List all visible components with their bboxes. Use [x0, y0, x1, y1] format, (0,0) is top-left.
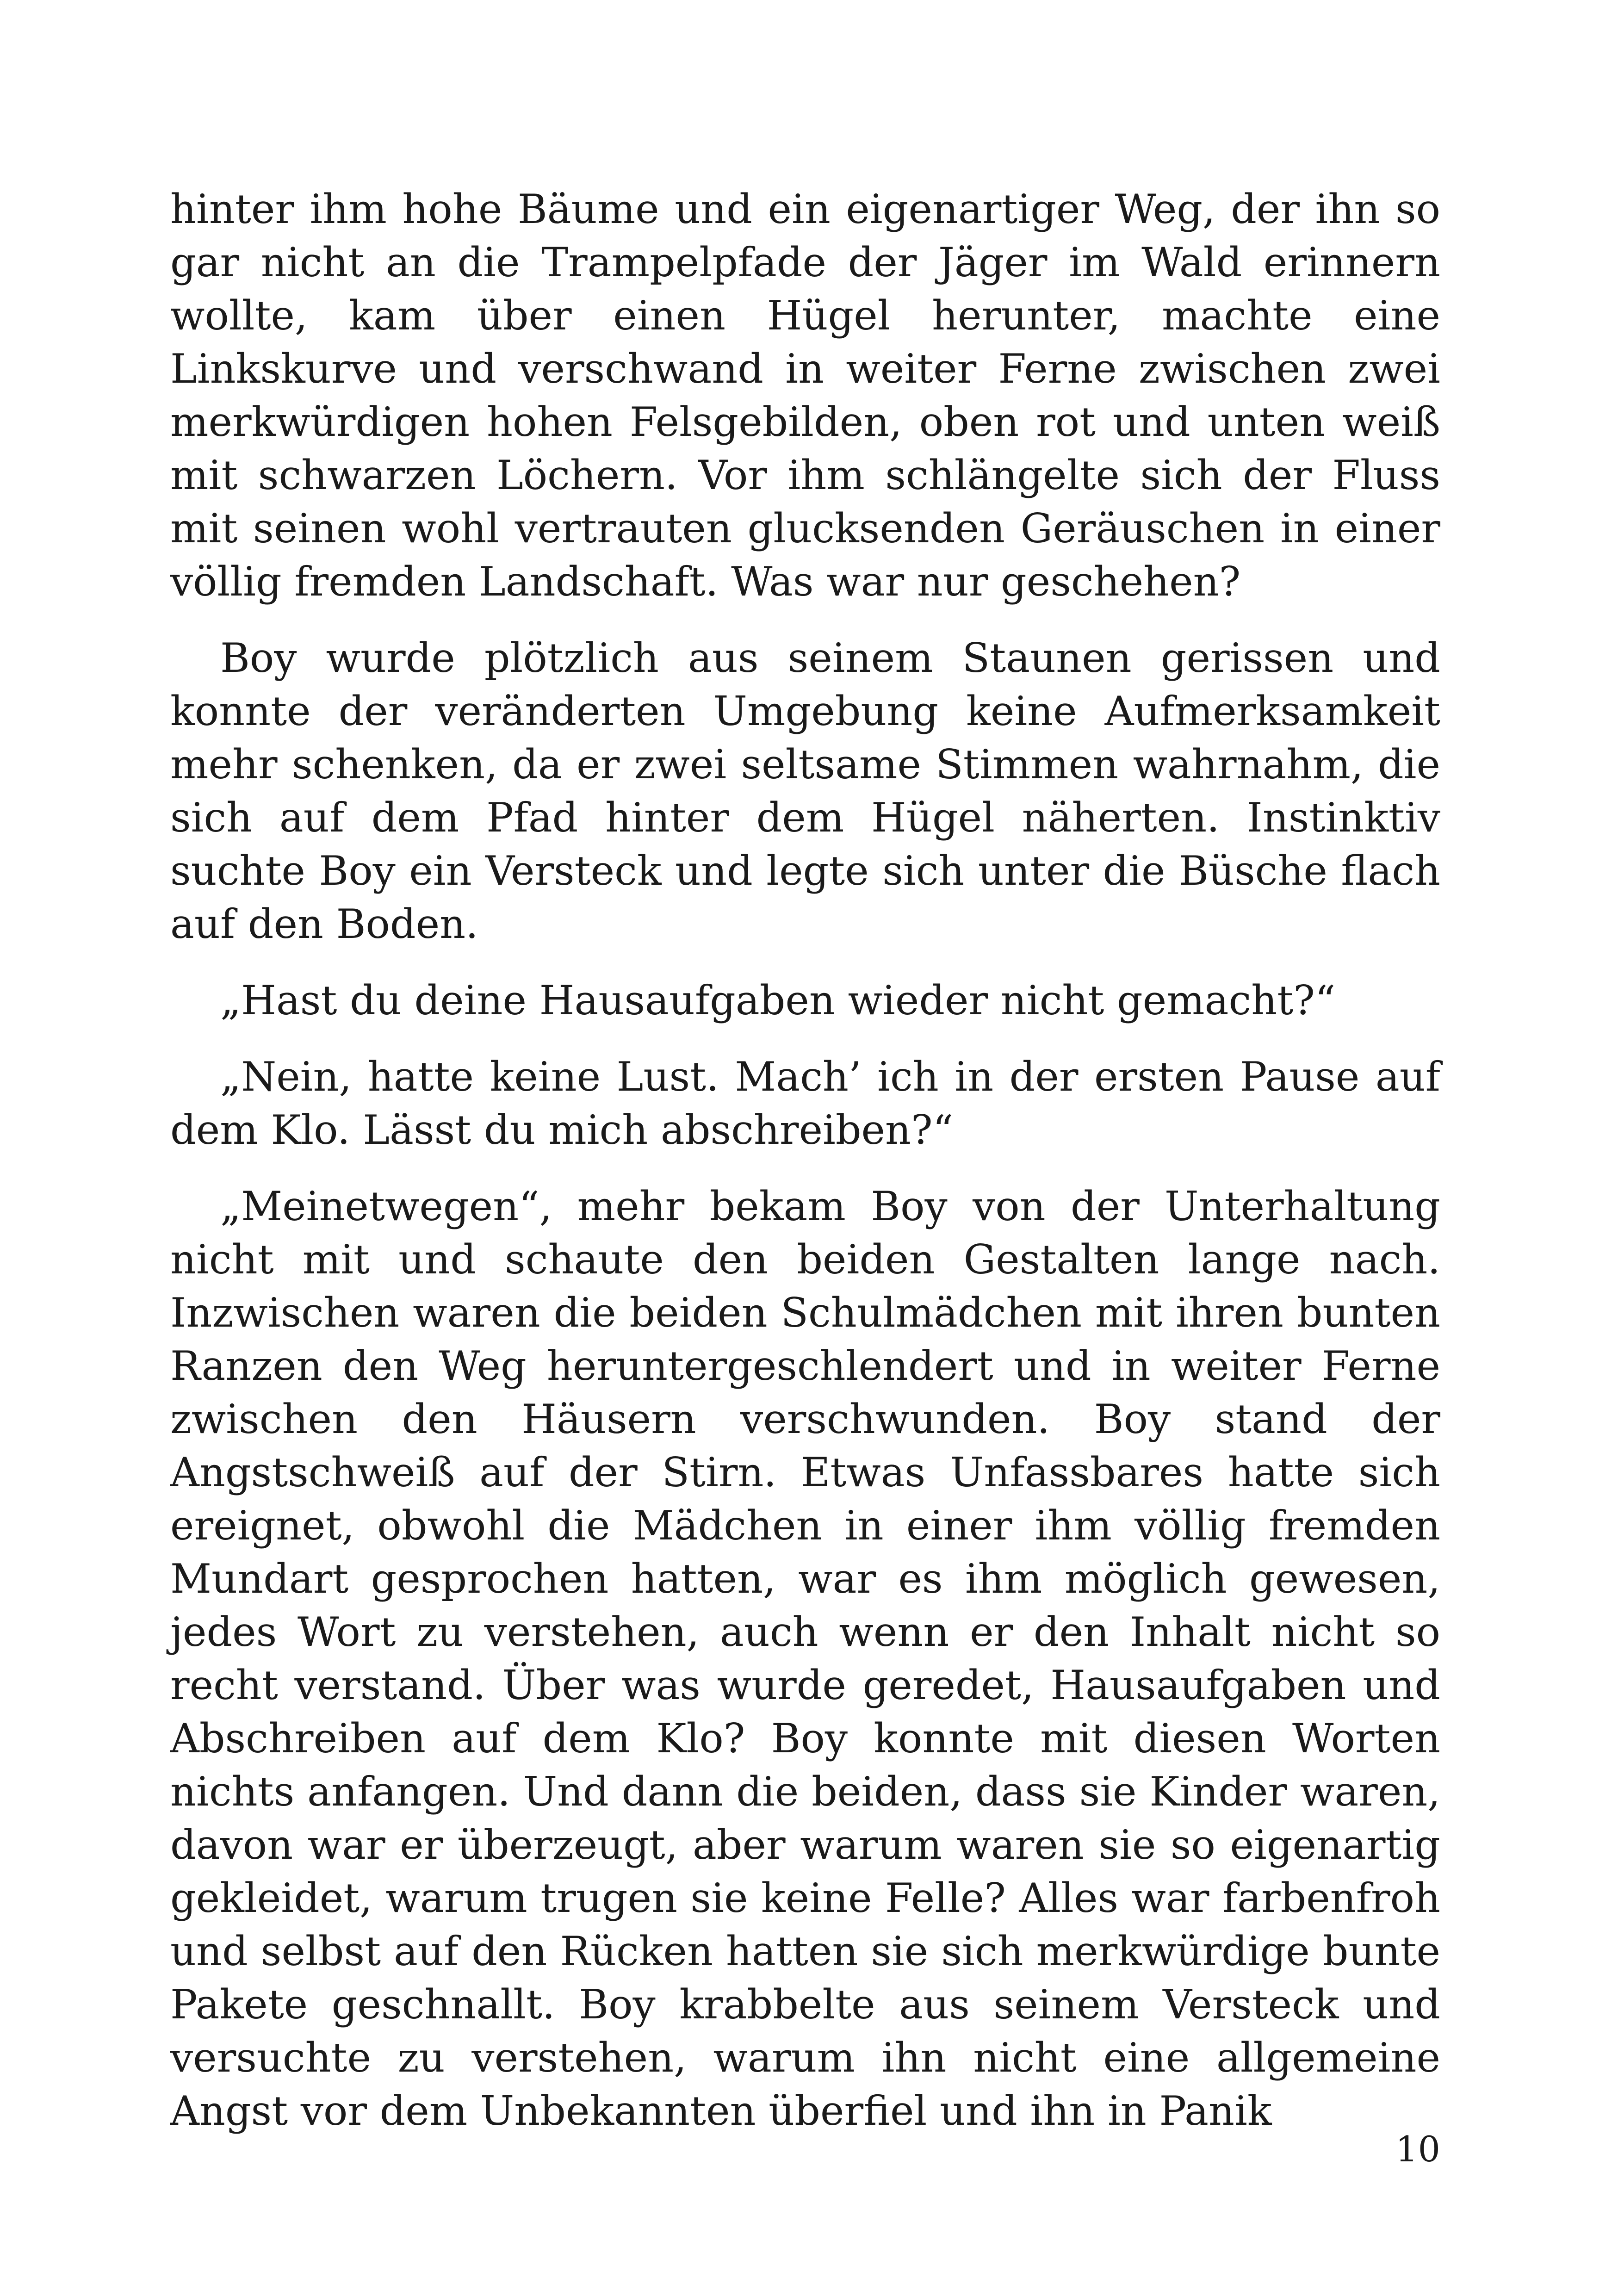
paragraph-2: Boy wurde plötzlich aus seinem Staunen gerissen und konnte der veränderten Umgebung keine Aufmerksamkeit mehr schenken, da er zwei seltsame Stimmen wahrnahm, die sich auf dem Pfad hinter dem Hügel näherten. Instinktiv suchte Boy ein Versteck und legte sich unter die Büsche flach auf den Boden. — [170, 634, 1440, 948]
paragraph-1: hinter ihm hohe Bäume und ein eigenartiger Weg, der ihn so gar nicht an die Trampelpfade der Jäger im Wald erinnern wollte, kam über einen Hügel herunter, machte eine Linkskurve und verschwand in weiter Ferne zwischen zwei merkwürdigen hohen Felsgebilden, oben rot und unten weiß mit schwarzen Löchern. Vor ihm schlängelte sich der Fluss mit seinen wohl vertrauten glucksenden Geräuschen in einer völlig fremden Landschaft. Was war nur geschehen? — [170, 186, 1440, 605]
book-page-text — [170, 183, 1440, 2161]
paragraph-3: „Hast du deine Hausaufgaben wieder nicht gemacht?“ — [220, 977, 1336, 1024]
paragraph-4: „Nein, hatte keine Lust. Mach’ ich in der ersten Pause auf dem Klo. Lässt du mich abschreiben?“ — [170, 1053, 1440, 1154]
page-number: 10 — [1395, 2128, 1440, 2170]
paragraph-5: „Meinetwegen“, mehr bekam Boy von der Unterhaltung nicht mit und schaute den beiden Gestalten lange nach. Inzwischen waren die beiden Schulmädchen mit ihren bunten Ranzen den Weg heruntergeschlendert und in weiter Ferne zwischen den Häusern verschwunden. Boy stand der Angstschweiß auf der Stirn. Etwas Unfassbares hatte sich ereignet, obwohl die Mädchen in einer ihm völlig fremden Mundart gesprochen hatten, war es ihm möglich gewesen, jedes Wort zu verstehen, auch wenn er den Inhalt nicht so recht verstand. Über was wurde geredet, Hausaufgaben und Abschreiben auf dem Klo? Boy konnte mit diesen Worten nichts anfangen. Und dann die beiden, dass sie Kinder waren, davon war er überzeugt, aber warum waren sie so eigenartig gekleidet, warum trugen sie keine Felle? Alles war farbenfroh und selbst auf den Rücken hatten sie sich merkwürdige bunte Pakete geschnallt. Boy krabbelte aus seinem Versteck und versuchte zu verstehen, warum ihn nicht eine allgemeine Angst vor dem Unbekannten überfiel und ihn in Panik — [170, 1183, 1440, 2135]
